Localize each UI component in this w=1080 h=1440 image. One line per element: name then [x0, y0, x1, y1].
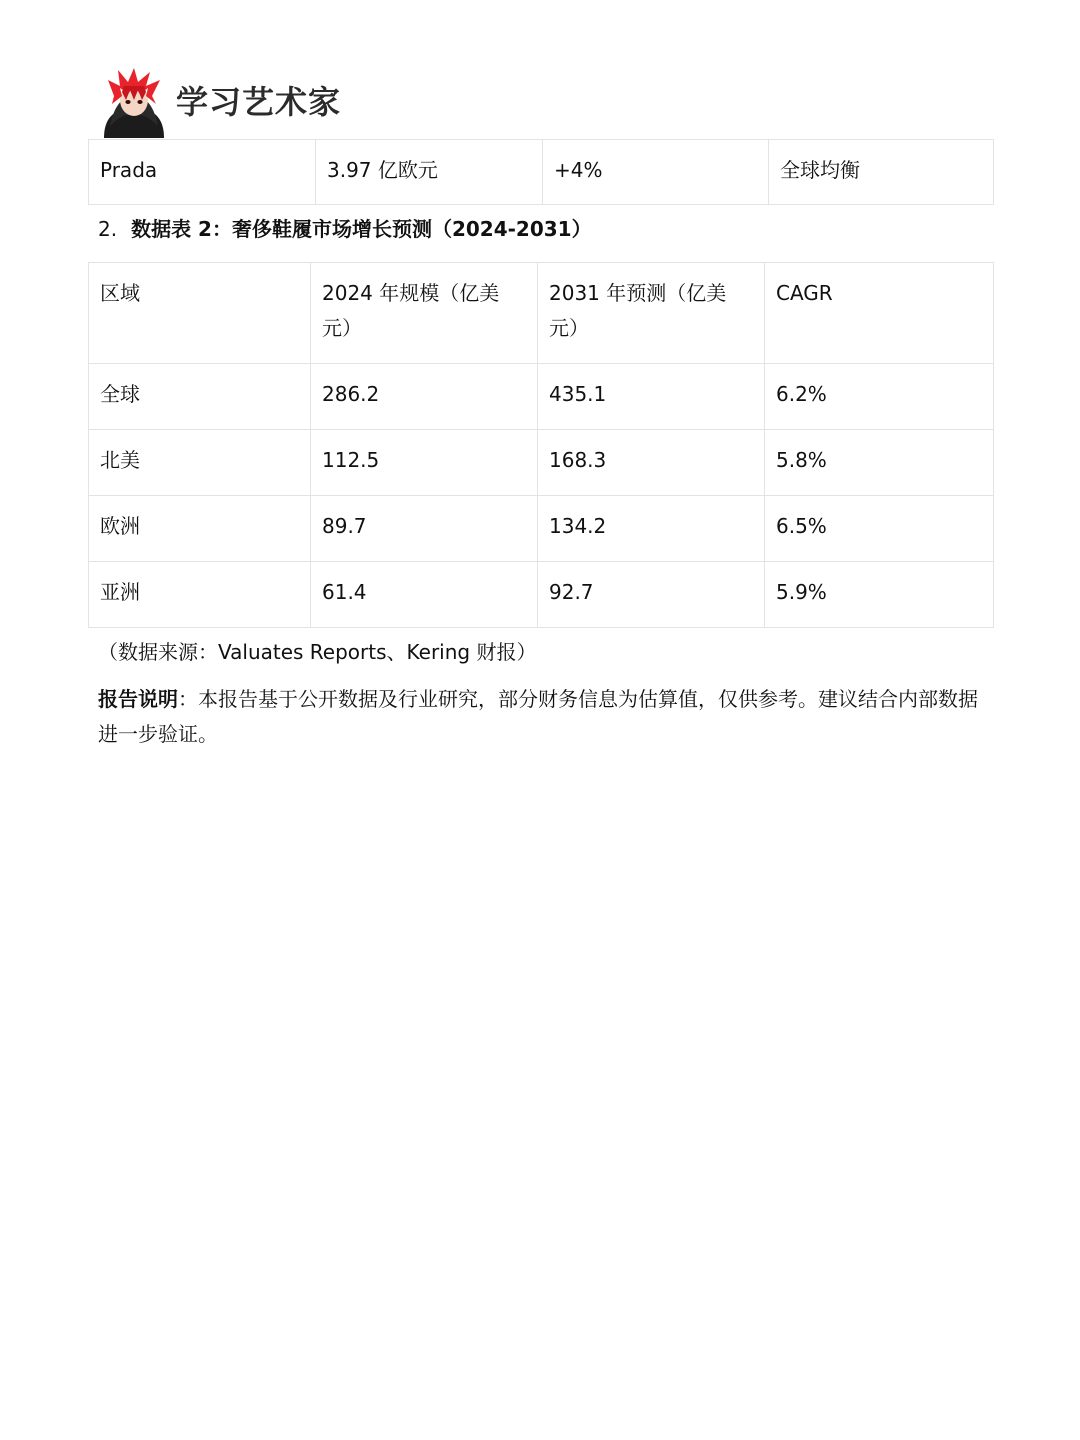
table-row — [89, 562, 994, 628]
table-cell: 89.7 — [311, 496, 538, 562]
table-header-cell: CAGR — [765, 263, 994, 364]
table-cell: Prada — [89, 140, 316, 205]
table-cell: 61.4 — [311, 562, 538, 628]
table-header-cell: 2024 年规模（亿美元） — [311, 263, 538, 364]
table-cell: 435.1 — [538, 364, 765, 430]
red-haired-avatar-icon — [100, 66, 168, 138]
table-cell: 3.97 亿欧元 — [316, 140, 543, 205]
table-cell: 亚洲 — [89, 562, 311, 628]
table-cell: 134.2 — [538, 496, 765, 562]
table-cell: 欧洲 — [89, 496, 311, 562]
table-cell: 全球均衡 — [769, 140, 994, 205]
table-cell: 168.3 — [538, 430, 765, 496]
table-cell: 5.8% — [765, 430, 994, 496]
table-row — [89, 140, 994, 205]
table-cell: 5.9% — [765, 562, 994, 628]
table-cell: 6.5% — [765, 496, 994, 562]
report-note-text: ：本报告基于公开数据及行业研究，部分财务信息为估算值，仅供参考。建议结合内部数据进一步验证。 — [98, 687, 978, 746]
logo-text: 学习艺术家 — [176, 83, 342, 121]
report-note — [98, 682, 978, 752]
table-row — [89, 496, 994, 562]
table-cell: 6.2% — [765, 364, 994, 430]
table-cell: 286.2 — [311, 364, 538, 430]
section-number: 2. — [98, 217, 118, 241]
brand-table-continued — [88, 139, 994, 205]
page-header — [100, 64, 341, 140]
table-cell: 92.7 — [538, 562, 765, 628]
table-cell: 全球 — [89, 364, 311, 430]
table-header-cell: 2031 年预测（亿美元） — [538, 263, 765, 364]
source-note: （数据来源：Valuates Reports、Kering 财报） — [98, 640, 537, 664]
table-row — [89, 430, 994, 496]
table-cell: +4% — [543, 140, 769, 205]
table-header-row — [89, 263, 994, 364]
section-title: 数据表 2：奢侈鞋履市场增长预测（2024-2031） — [131, 217, 592, 241]
table-cell: 北美 — [89, 430, 311, 496]
table-cell: 112.5 — [311, 430, 538, 496]
report-note-label: 报告说明 — [98, 687, 178, 711]
table-row — [89, 364, 994, 430]
section-heading — [98, 213, 592, 245]
table-header-cell: 区域 — [89, 263, 311, 364]
market-growth-table — [88, 262, 994, 628]
